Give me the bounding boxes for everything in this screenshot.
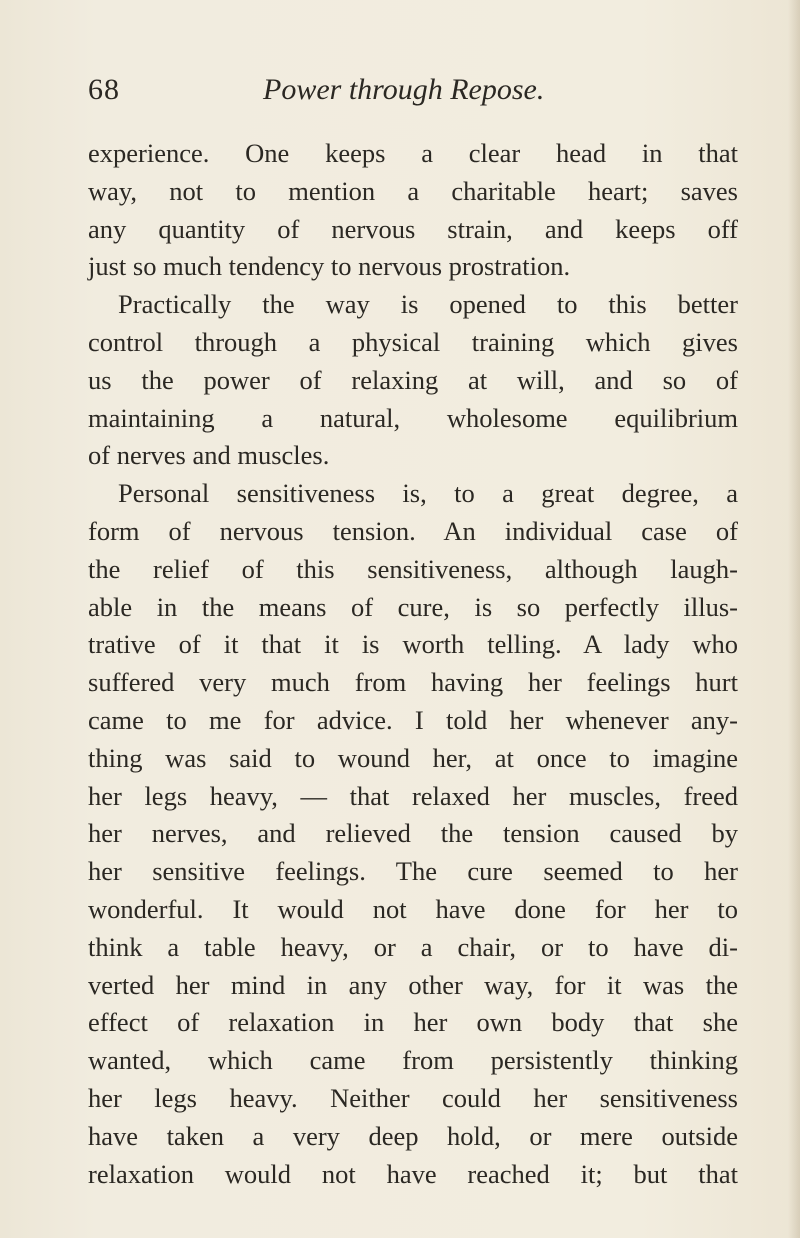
running-title: Power through Repose. (263, 73, 545, 106)
text-line: any quantity of nervous strain, and keeps off (88, 213, 738, 244)
text-line: maintaining a natural, wholesome equilibrium (88, 402, 738, 433)
text-line: thing was said to wound her, at once to imagine (88, 742, 738, 773)
text-line: came to me for advice. I told her whenever any- (88, 704, 738, 735)
text-line: her legs heavy. Neither could her sensitiveness (88, 1082, 738, 1113)
text-line: her legs heavy, — that relaxed her muscles, freed (88, 780, 738, 811)
text-line: form of nervous tension. An individual case of (88, 515, 738, 546)
page-edge-shadow (788, 0, 800, 1238)
text-line: wonderful. It would not have done for her to (88, 893, 738, 924)
text-line: her nerves, and relieved the tension caused by (88, 818, 738, 849)
text-line: just so much tendency to nervous prostration. (88, 251, 571, 282)
text-line: experience. One keeps a clear head in that (88, 138, 738, 168)
text-line: wanted, which came from persistently thinking (88, 1045, 738, 1076)
text-line: think a table heavy, or a chair, or to have di- (88, 931, 738, 962)
text-line: her sensitive feelings. The cure seemed to her (88, 856, 738, 887)
paragraph-start-line: Practically the way is opened to this better (118, 289, 738, 320)
text-line: trative of it that it is worth telling. A lady who (88, 629, 738, 660)
text-line: relaxation would not have reached it; but that (88, 1158, 738, 1189)
text-line: control through a physical training which gives (88, 326, 738, 357)
paragraph-start-line: Personal sensitiveness is, to a great degree, a (118, 478, 738, 509)
text-line: able in the means of cure, is so perfectly illus- (88, 591, 738, 622)
text-line: have taken a very deep hold, or mere outside (88, 1120, 738, 1151)
page-number: 68 (88, 73, 120, 106)
text-line: the relief of this sensitiveness, although laugh- (88, 553, 738, 584)
text-line: way, not to mention a charitable heart; saves (88, 175, 738, 206)
text-line: suffered very much from having her feelings hurt (88, 667, 738, 698)
text-line: of nerves and muscles. (88, 440, 330, 471)
text-line: us the power of relaxing at will, and so of (88, 364, 738, 395)
text-line: effect of relaxation in her own body that she (88, 1007, 738, 1038)
body-text (88, 135, 738, 1193)
running-head (88, 70, 748, 110)
text-line: verted her mind in any other way, for it was the (88, 969, 738, 1000)
